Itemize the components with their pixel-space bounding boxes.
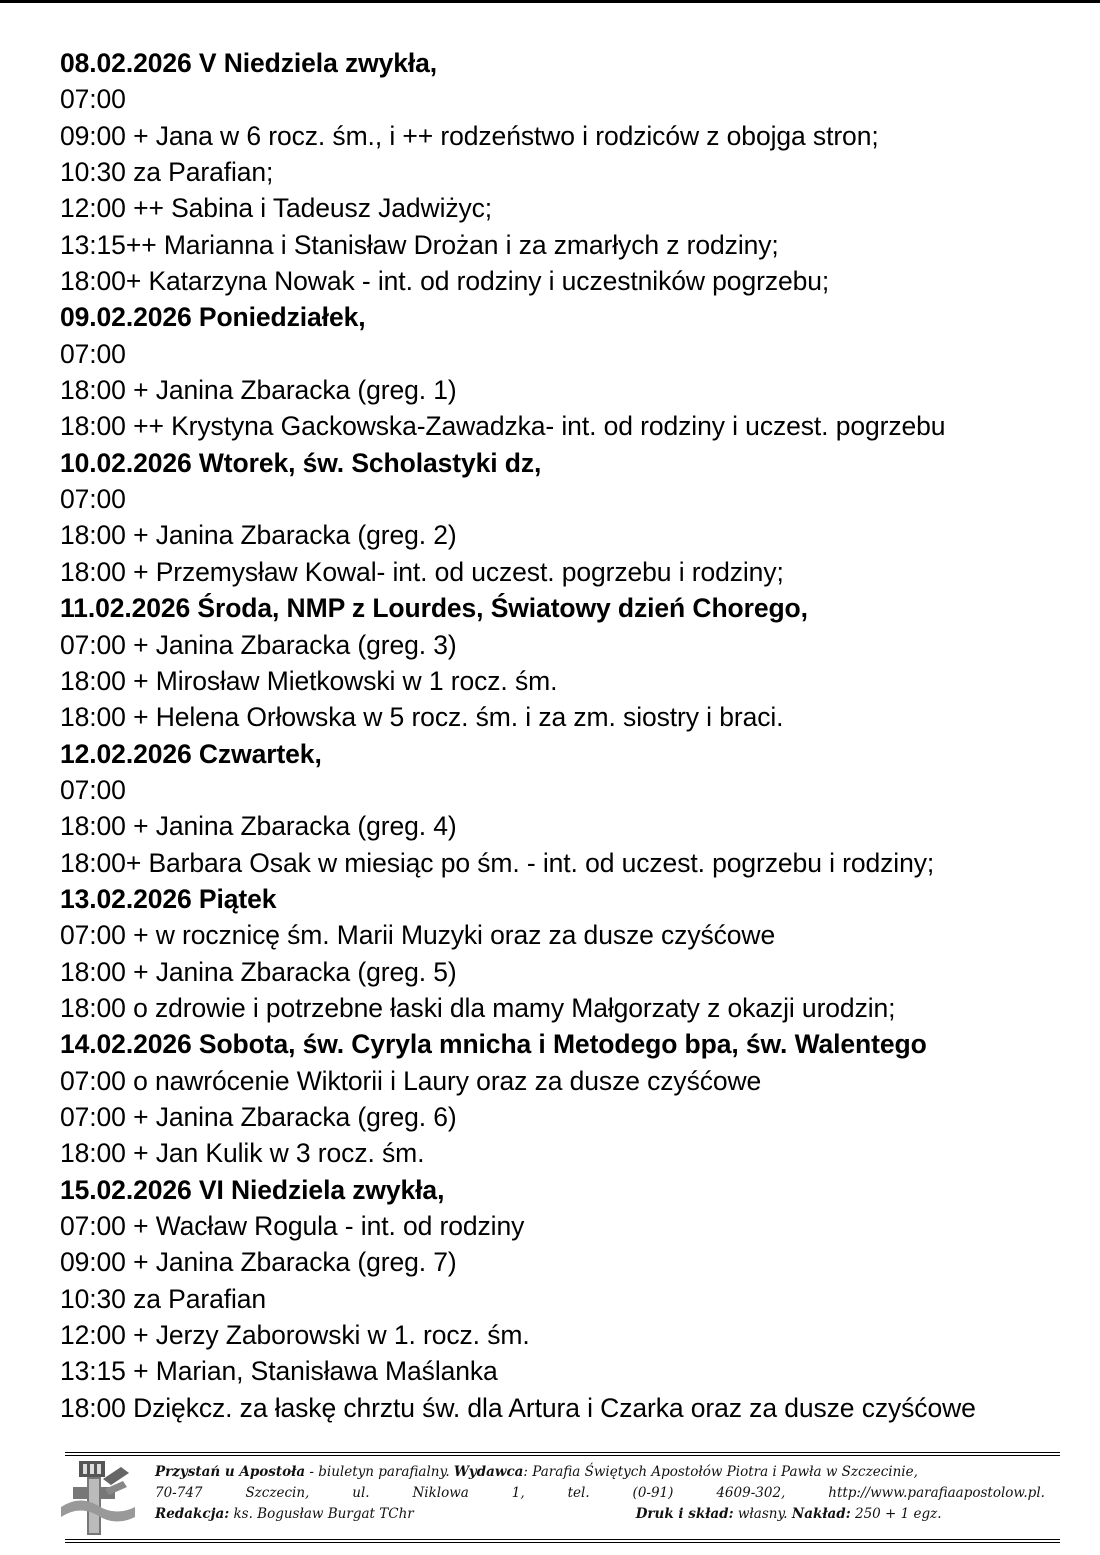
- day-heading: 09.02.2026 Poniedziałek,: [60, 302, 366, 333]
- intention-line: 18:00 + Przemysław Kowal- int. od uczest. pogrzebu i rodziny;: [60, 556, 784, 587]
- day-heading: 13.02.2026 Piątek: [60, 883, 277, 914]
- intention-line: 18:00+ Katarzyna Nowak - int. od rodziny i uczestników pogrzebu;: [60, 266, 830, 297]
- bulletin-footer: [55, 1445, 1060, 1545]
- intention-line: 10:30 za Parafian;: [60, 157, 274, 188]
- intention-line: 13:15++ Marianna i Stanisław Drożan i za zmarłych z rodziny;: [60, 229, 779, 260]
- intention-line: 18:00 + Janina Zbaracka (greg. 4): [60, 811, 457, 842]
- intention-line: 07:00 + Janina Zbaracka (greg. 3): [60, 629, 457, 660]
- bulletin-subtitle: - biuletyn parafialny.: [305, 1464, 454, 1480]
- intention-line: 18:00+ Barbara Osak w miesiąc po śm. - int. od uczest. pogrzebu i rodziny;: [60, 847, 935, 878]
- address-part: Szczecin,: [245, 1485, 310, 1501]
- day-heading: 15.02.2026 VI Niedziela zwykła,: [60, 1174, 445, 1205]
- print-value: własny.: [733, 1506, 792, 1522]
- footer-bottom-rule: [65, 1539, 1060, 1543]
- day-heading: 10.02.2026 Wtorek, św. Scholastyki dz,: [60, 447, 542, 478]
- footer-text: [155, 1462, 1045, 1525]
- address-part: 1,: [511, 1485, 525, 1501]
- phone-area: (0-91): [632, 1485, 674, 1501]
- address-part: Niklowa: [412, 1485, 469, 1501]
- intention-line: 10:30 za Parafian: [60, 1283, 267, 1314]
- intention-line: 18:00 + Jan Kulik w 3 rocz. śm.: [60, 1138, 425, 1169]
- footer-line-1: [155, 1462, 1045, 1483]
- circulation-label: Nakład:: [791, 1506, 851, 1522]
- intention-line: 09:00 + Janina Zbaracka (greg. 7): [60, 1247, 457, 1278]
- intention-line: 12:00 + Jerzy Zaborowski w 1. rocz. śm.: [60, 1320, 530, 1351]
- address-part: ul.: [352, 1485, 370, 1501]
- intention-line: 07:00: [60, 484, 126, 515]
- footer-top-rule: [65, 1452, 1060, 1456]
- intention-line: 18:00 + Janina Zbaracka (greg. 2): [60, 520, 457, 551]
- publisher-name: : Parafia Świętych Apostołów Piotra i Pawła w Szczecinie,: [523, 1464, 918, 1480]
- publisher-label: Wydawca: [453, 1464, 524, 1480]
- address-part: tel.: [567, 1485, 590, 1501]
- day-heading: 14.02.2026 Sobota, św. Cyryla mnicha i Metodego bpa, św. Walentego: [60, 1029, 927, 1060]
- intention-line: 07:00: [60, 774, 126, 805]
- intention-line: 18:00 + Janina Zbaracka (greg. 1): [60, 375, 457, 406]
- print-label: Druk i skład:: [635, 1506, 734, 1522]
- intention-line: 07:00 o nawrócenie Wiktorii i Laury oraz za dusze czyśćowe: [60, 1065, 762, 1096]
- mass-intentions-list: [60, 45, 1090, 1426]
- intention-line: 07:00 + Wacław Rogula - int. od rodziny: [60, 1211, 525, 1241]
- intention-line: 07:00: [60, 84, 126, 115]
- website-link[interactable]: http://www.parafiaapostolow.pl.: [828, 1485, 1045, 1501]
- intention-line: 18:00 + Helena Orłowska w 5 rocz. śm. i za zm. siostry i braci.: [60, 702, 784, 733]
- intention-line: 18:00 + Janina Zbaracka (greg. 5): [60, 956, 457, 987]
- phone-number: 4609-302,: [716, 1485, 786, 1501]
- intention-line: 07:00 + w rocznicę śm. Marii Muzyki oraz za dusze czyśćowe: [60, 920, 776, 951]
- day-heading: 08.02.2026 V Niedziela zwykła,: [60, 48, 438, 78]
- day-heading: 12.02.2026 Czwartek,: [60, 738, 322, 769]
- footer-line-3: [155, 1504, 1045, 1525]
- intention-line: 18:00 ++ Krystyna Gackowska-Zawadzka- int. od rodziny i uczest. pogrzebu: [60, 411, 946, 442]
- intention-line: 12:00 ++ Sabina i Tadeusz Jadwiżyc;: [60, 193, 493, 224]
- intention-line: 18:00 Dziękcz. za łaskę chrztu św. dla Artura i Czarka oraz za dusze czyśćowe: [60, 1392, 976, 1423]
- address-part: 70-747: [155, 1485, 203, 1501]
- footer-address-line: [155, 1483, 1045, 1504]
- parish-logo-icon: [59, 1459, 145, 1539]
- intention-line: 07:00 + Janina Zbaracka (greg. 6): [60, 1101, 457, 1132]
- intention-line: 09:00 + Jana w 6 rocz. śm., i ++ rodzeństwo i rodziców z obojga stron;: [60, 120, 879, 151]
- top-border: [0, 0, 1100, 3]
- intention-line: 13:15 + Marian, Stanisława Maślanka: [60, 1356, 498, 1387]
- intention-line: 18:00 o zdrowie i potrzebne łaski dla mamy Małgorzaty z okazji urodzin;: [60, 992, 896, 1023]
- intention-line: 18:00 + Mirosław Mietkowski w 1 rocz. śm.: [60, 665, 558, 696]
- editor-label: Redakcja:: [155, 1506, 230, 1522]
- bulletin-title: Przystań u Apostoła: [155, 1464, 306, 1480]
- circulation-value: 250 + 1 egz.: [850, 1506, 942, 1522]
- day-heading: 11.02.2026 Środa, NMP z Lourdes, Światowy dzień Chorego,: [60, 593, 808, 624]
- intention-line: 07:00: [60, 338, 126, 369]
- editor-name: ks. Bogusław Burgat TChr: [229, 1506, 414, 1522]
